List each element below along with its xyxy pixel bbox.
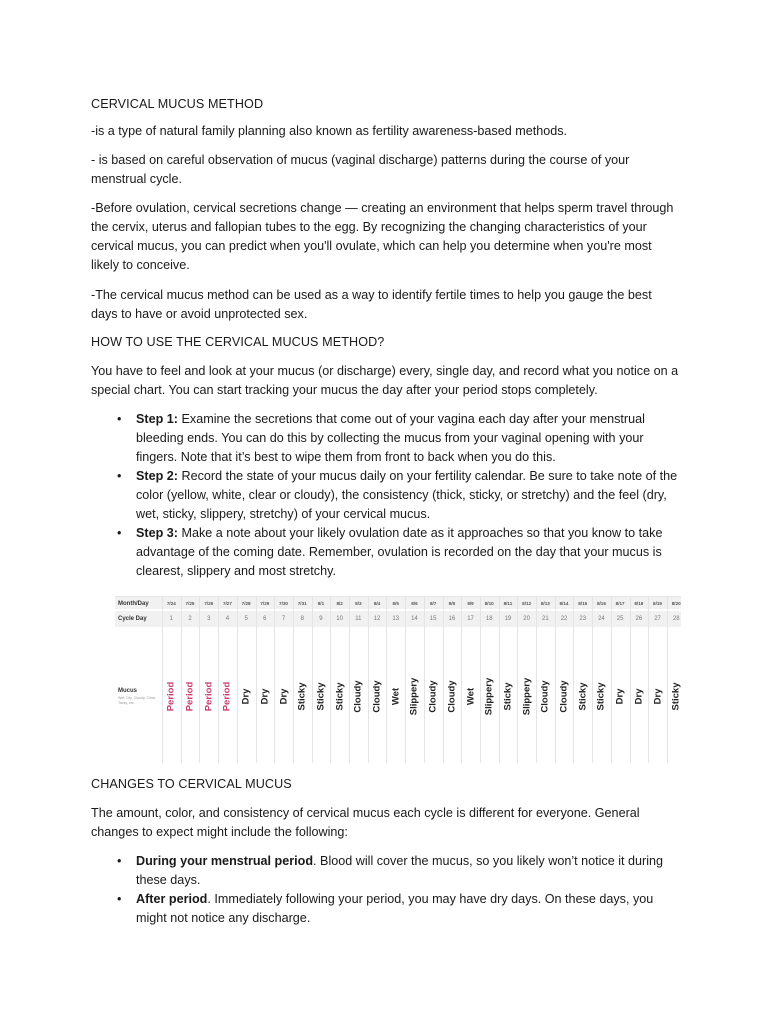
cycle-day-label: 7 bbox=[281, 616, 286, 622]
mucus-label: Slippery bbox=[483, 677, 495, 716]
chart-column bbox=[349, 597, 368, 763]
mucus-row-label: Mucus bbox=[118, 688, 138, 694]
chart-column bbox=[648, 597, 667, 763]
chart-column bbox=[630, 597, 649, 763]
date-label: 7/31 bbox=[297, 601, 307, 606]
mucus-label: Wet bbox=[465, 687, 477, 706]
date-label: 7/28 bbox=[241, 601, 251, 606]
mucus-cell bbox=[181, 653, 200, 763]
mucus-cell bbox=[293, 653, 312, 763]
mucus-cell bbox=[573, 653, 592, 763]
date-label: 8/6 bbox=[411, 601, 418, 606]
chart-column bbox=[424, 597, 443, 763]
mucus-label: Slippery bbox=[521, 677, 533, 716]
cycle-day-label: 3 bbox=[207, 616, 211, 622]
cycle-day-label: 16 bbox=[448, 616, 456, 622]
cycle-day-label: 4 bbox=[225, 616, 230, 622]
mucus-cell bbox=[256, 653, 275, 763]
chart-column bbox=[592, 597, 611, 763]
date-label: 8/11 bbox=[503, 601, 513, 606]
mucus-cell bbox=[199, 653, 218, 763]
chart-column bbox=[517, 597, 536, 763]
date-label: 7/25 bbox=[185, 601, 195, 606]
mucus-label: Dry bbox=[652, 688, 664, 705]
mucus-cell bbox=[517, 653, 536, 763]
cycle-day-row-label: Cycle Day bbox=[118, 616, 147, 622]
mucus-tracking-chart bbox=[115, 596, 681, 763]
mucus-cell bbox=[499, 653, 518, 763]
mucus-label: Sticky bbox=[502, 682, 514, 711]
step-text: Examine the secretions that come out of your vagina each day after your menstrual bleeding ends. You can do this by collecting the mucus from your vaginal opening with your fingers. Note that it’s best to wipe them from front to back when you do this. bbox=[136, 412, 645, 464]
date-label: 8/19 bbox=[653, 601, 662, 606]
chart-column bbox=[386, 597, 405, 763]
mucus-cell bbox=[480, 653, 499, 763]
mucus-label: Cloudy bbox=[371, 680, 383, 713]
mucus-cell bbox=[218, 653, 237, 763]
cycle-day-label: 27 bbox=[654, 616, 661, 622]
chart-column bbox=[443, 597, 462, 763]
mucus-label: Sticky bbox=[315, 682, 327, 711]
changes-intro: The amount, color, and consistency of cervical mucus each cycle is different for everyone. General changes to expect might include the following: bbox=[91, 806, 640, 839]
cycle-day-label: 15 bbox=[429, 616, 437, 622]
date-label: 8/4 bbox=[373, 601, 381, 606]
date-label: 8/9 bbox=[467, 601, 474, 606]
mucus-label: Sticky bbox=[670, 682, 682, 711]
mucus-cell bbox=[349, 653, 368, 763]
mucus-label: Cloudy bbox=[352, 680, 364, 713]
mucus-cell bbox=[667, 653, 686, 763]
cycle-day-label: 1 bbox=[169, 616, 174, 622]
chart-column bbox=[274, 597, 293, 763]
section-heading-how-to: HOW TO USE THE CERVICAL MUCUS METHOD? bbox=[91, 335, 385, 349]
chart-column bbox=[611, 597, 630, 763]
bullet-icon: • bbox=[117, 892, 122, 906]
cycle-day-label: 13 bbox=[392, 616, 400, 622]
cycle-day-label: 12 bbox=[373, 616, 381, 622]
mucus-label: Period bbox=[184, 681, 196, 712]
cycle-day-label: 25 bbox=[616, 616, 624, 622]
date-label: 8/17 bbox=[615, 601, 625, 606]
mucus-cell bbox=[405, 653, 424, 763]
bullet-icon: • bbox=[117, 854, 122, 868]
chart-column bbox=[312, 597, 331, 763]
chart-column bbox=[499, 597, 518, 763]
mucus-cell bbox=[648, 653, 667, 763]
step-text: Record the state of your mucus daily on your fertility calendar. Be sure to take note of the color (yellow, white, clear or cloudy), the consistency (thick, sticky, or stretchy) and the feel (dry, wet, sticky, slippery, stretchy) of your cervical mucus. bbox=[136, 469, 678, 521]
change-item bbox=[91, 852, 681, 890]
date-label: 8/13 bbox=[540, 601, 550, 606]
change-text: . Immediately following your period, you may have dry days. On these days, you might not notice any discharge. bbox=[136, 892, 654, 925]
chart-column bbox=[555, 597, 574, 763]
bullet-icon: • bbox=[117, 526, 122, 540]
intro-paragraph-1: -is a type of natural family planning also known as fertility awareness-based methods. bbox=[91, 124, 568, 138]
cycle-day-label: 18 bbox=[485, 616, 493, 622]
mucus-label: Cloudy bbox=[446, 680, 458, 713]
steps-list bbox=[91, 410, 681, 581]
mucus-label: Period bbox=[165, 681, 177, 712]
mucus-label: Sticky bbox=[334, 682, 346, 711]
cycle-day-label: 24 bbox=[598, 616, 605, 622]
mucus-label: Sticky bbox=[595, 682, 607, 711]
date-label: 8/16 bbox=[596, 601, 606, 606]
mucus-cell bbox=[386, 653, 405, 763]
date-label: 8/5 bbox=[392, 601, 399, 606]
cycle-day-label: 10 bbox=[336, 616, 343, 622]
step-label: Step 2: bbox=[136, 469, 178, 483]
cycle-day-label: 26 bbox=[635, 616, 643, 622]
how-to-intro: You have to feel and look at your mucus (or discharge) every, single day, and record what you notice on a special chart. You can start tracking your mucus the day after your period stops completely. bbox=[91, 364, 679, 397]
change-item bbox=[91, 890, 681, 928]
chart-column bbox=[573, 597, 592, 763]
chart-column bbox=[162, 597, 181, 763]
mucus-label: Cloudy bbox=[539, 680, 551, 713]
date-label: 8/2 bbox=[336, 601, 343, 606]
step-item bbox=[91, 524, 681, 581]
date-label: 8/18 bbox=[634, 601, 644, 606]
mucus-label: Cloudy bbox=[427, 680, 439, 713]
date-label: 8/14 bbox=[559, 601, 569, 606]
date-label: 7/27 bbox=[222, 601, 232, 606]
date-label: 8/15 bbox=[578, 601, 588, 606]
intro-paragraph-3: -Before ovulation, cervical secretions change — creating an environment that helps sperm travel through the cervix, uterus and fallopian tubes to the egg. By recognizing the changing characteristics of your cervical mucus, you can predict when you'll ovulate, which can help you determine when you're most likely to conceive. bbox=[91, 201, 674, 272]
cycle-day-label: 22 bbox=[560, 616, 568, 622]
mucus-cell bbox=[443, 653, 462, 763]
chart-column bbox=[461, 597, 480, 763]
cycle-day-label: 20 bbox=[523, 616, 530, 622]
date-label: 8/7 bbox=[429, 601, 437, 606]
date-label: 7/29 bbox=[260, 601, 270, 606]
intro-paragraph-2: - is based on careful observation of mucus (vaginal discharge) patterns during the course of your menstrual cycle. bbox=[91, 153, 630, 186]
mucus-label: Wet bbox=[390, 687, 402, 706]
step-item bbox=[91, 467, 681, 524]
mucus-label: Sticky bbox=[296, 682, 308, 711]
mucus-cell bbox=[162, 653, 181, 763]
cycle-day-label: 17 bbox=[467, 616, 474, 622]
mucus-cell bbox=[536, 653, 555, 763]
chart-column bbox=[237, 597, 256, 763]
cycle-day-label: 23 bbox=[579, 616, 587, 622]
chart-column bbox=[181, 597, 200, 763]
date-label: 7/26 bbox=[204, 601, 214, 606]
mucus-label: Cloudy bbox=[558, 680, 570, 713]
mucus-label: Sticky bbox=[577, 682, 589, 711]
cycle-day-label: 6 bbox=[263, 616, 267, 622]
step-label: Step 1: bbox=[136, 412, 178, 426]
change-text: . Blood will cover the mucus, so you likely won’t notice it during these days. bbox=[136, 854, 664, 887]
mucus-cell bbox=[630, 653, 649, 763]
chart-column bbox=[218, 597, 237, 763]
date-label: 8/3 bbox=[355, 601, 362, 606]
page-title: CERVICAL MUCUS METHOD bbox=[91, 97, 264, 111]
mucus-label: Slippery bbox=[408, 677, 420, 716]
cycle-day-label: 8 bbox=[300, 616, 304, 622]
mucus-cell bbox=[461, 653, 480, 763]
mucus-label: Period bbox=[203, 681, 215, 712]
date-label: 8/12 bbox=[522, 601, 532, 606]
step-item bbox=[91, 410, 681, 467]
cycle-day-label: 28 bbox=[672, 616, 680, 622]
mucus-cell bbox=[555, 653, 574, 763]
chart-column bbox=[330, 597, 349, 763]
mucus-cell bbox=[312, 653, 331, 763]
cycle-day-label: 11 bbox=[355, 616, 362, 622]
chart-column bbox=[256, 597, 275, 763]
intro-paragraph-4: -The cervical mucus method can be used as a way to identify fertile times to help you gauge the best days to have or avoid unprotected sex. bbox=[91, 288, 652, 321]
chart-column bbox=[480, 597, 499, 763]
cycle-day-label: 14 bbox=[411, 616, 418, 622]
mucus-label: Dry bbox=[240, 688, 252, 705]
chart-column bbox=[199, 597, 218, 763]
chart-column bbox=[405, 597, 424, 763]
bullet-icon: • bbox=[117, 469, 122, 483]
change-label: After period bbox=[136, 892, 208, 906]
cycle-day-label: 19 bbox=[504, 616, 512, 622]
cycle-day-label: 5 bbox=[244, 616, 248, 622]
date-label: 8/20 bbox=[671, 601, 681, 606]
date-label: 8/8 bbox=[448, 601, 456, 606]
changes-list bbox=[91, 852, 681, 928]
date-label: 8/10 bbox=[484, 601, 494, 606]
step-label: Step 3: bbox=[136, 526, 178, 540]
date-label: 8/1 bbox=[317, 601, 325, 606]
date-label: 7/24 bbox=[166, 601, 176, 606]
cycle-day-label: 2 bbox=[188, 616, 192, 622]
change-label: During your menstrual period bbox=[136, 854, 314, 868]
bullet-icon: • bbox=[117, 412, 122, 426]
mucus-label: Dry bbox=[633, 688, 645, 705]
date-label: 7/30 bbox=[279, 601, 288, 606]
mucus-cell bbox=[368, 653, 387, 763]
month-day-row-label: Month/Day bbox=[118, 601, 149, 607]
mucus-cell bbox=[237, 653, 256, 763]
section-heading-changes: CHANGES TO CERVICAL MUCUS bbox=[91, 777, 292, 791]
mucus-cell bbox=[611, 653, 630, 763]
cycle-day-label: 21 bbox=[542, 616, 549, 622]
mucus-row-sublabel: Wet, Dry, Cloudy, Clear, Tacky, etc. bbox=[118, 696, 156, 705]
mucus-label: Dry bbox=[259, 688, 271, 705]
mucus-cell bbox=[274, 653, 293, 763]
mucus-cell bbox=[592, 653, 611, 763]
chart-column bbox=[293, 597, 312, 763]
mucus-cell bbox=[424, 653, 443, 763]
chart-column bbox=[368, 597, 387, 763]
mucus-label: Dry bbox=[278, 688, 290, 705]
cycle-day-label: 9 bbox=[319, 616, 323, 622]
chart-column bbox=[536, 597, 555, 763]
mucus-label: Period bbox=[221, 681, 233, 712]
mucus-cell bbox=[330, 653, 349, 763]
mucus-label: Dry bbox=[614, 688, 626, 705]
chart-column bbox=[667, 597, 686, 763]
step-text: Make a note about your likely ovulation date as it approaches so that you know to take advantage of the coming date. Remember, ovulation is recorded on the day that your mucus is clearest, slippery and most stretchy. bbox=[136, 526, 663, 578]
